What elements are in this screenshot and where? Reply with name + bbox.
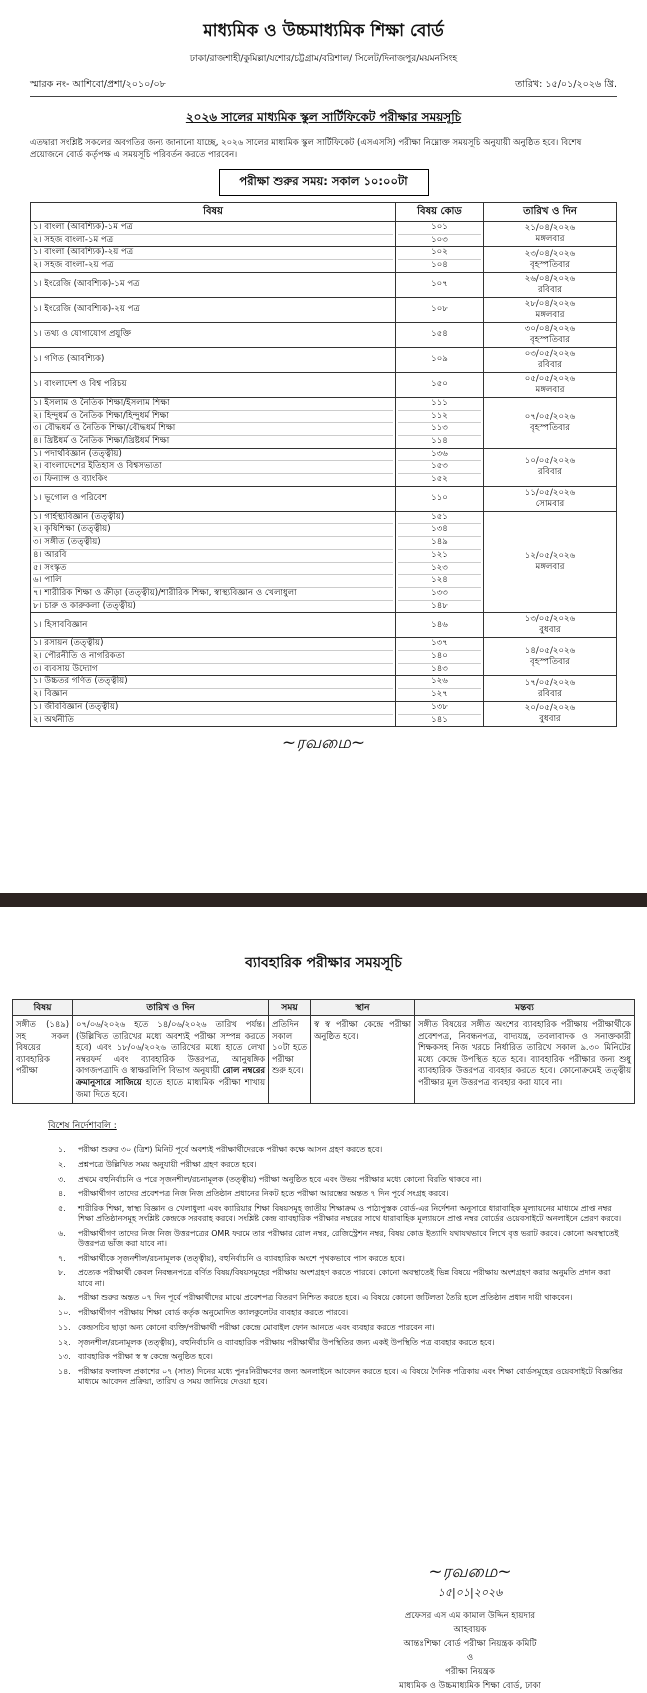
- table-header-row: [31, 203, 617, 222]
- board-cities: ঢাকা/রাজশাহী/কুমিল্লা/যশোর/চট্টগ্রাম/বরিশাল/ সিলেট/দিনাজপুর/ময়মনসিংহ: [189, 54, 458, 64]
- exam-date: ২০/০৫/২০২৬: [524, 703, 576, 714]
- subject-code: ১১০: [431, 492, 448, 503]
- table-row: [13, 1016, 635, 1104]
- special-instructions-heading: বিশেষ নির্দেশাবলি :: [48, 1121, 117, 1132]
- subject-name: ৩। বৌদ্ধধর্ম ও নৈতিক শিক্ষা/বৌদ্ধধর্ম শিক্ষা: [33, 422, 393, 435]
- date-cell: [484, 486, 617, 511]
- instruction-text: প্রত্যেক পরীক্ষার্থী কেবল নিবন্ধনপত্রে বর্ণিত বিষয়/বিষয়সমূহের পরীক্ষায় অংশগ্রহণ করতে পারবে। কোনো অবস্থাতেই ভিন্ন বিষয়ে পরীক্ষায় অংশগ্রহণ করার অনুমতি প্রদান করা যাবে না।: [78, 1268, 611, 1288]
- schedule-body: [31, 222, 617, 727]
- subject-cell: [31, 247, 396, 272]
- exam-day: বুধবার: [539, 714, 561, 725]
- subject-code: ১০৭: [431, 278, 448, 289]
- subject-code: ১০৪: [398, 259, 481, 272]
- subject-code: ১২১: [398, 549, 481, 562]
- signatory-name: প্রফেসর এস এম কামাল উদ্দিন হায়দার: [404, 1611, 536, 1621]
- subject-name: ১। জীববিজ্ঞান (তত্ত্বীয়): [33, 701, 119, 712]
- instruction-text: প্রশ্নপত্রে উল্লিখিত সময় অনুযায়ী পরীক্ষা গ্রহণ করতে হবে।: [78, 1159, 257, 1169]
- date-cell: [484, 613, 617, 638]
- subject-code: ১২৪: [398, 574, 481, 587]
- column-header-remarks: মন্তব্য: [415, 1000, 635, 1016]
- subject-name: ২। অর্থনীতি: [33, 714, 393, 727]
- exam-date: ২১/০৪/২০২৬: [524, 223, 576, 234]
- signatory-conjunction: ও: [466, 1653, 474, 1663]
- instruction-number: ১.: [58, 1145, 66, 1155]
- subject-name: ১। ইংরেজি (আবশ্যিক)-২য় পত্র: [33, 303, 140, 314]
- subject-cell: [31, 347, 396, 372]
- subject-name: ১। রসায়ন (তত্ত্বীয়): [33, 638, 104, 649]
- subject-code: ১২৭: [398, 688, 481, 701]
- subject-code: ১১১: [431, 397, 448, 408]
- exam-day: বৃহস্পতিবার: [529, 656, 571, 667]
- table-row: [31, 613, 617, 638]
- subject-name: ২। বিজ্ঞান: [33, 688, 393, 701]
- subject-name: ৩। ব্যবসায় উদ্যোগ: [33, 663, 393, 676]
- column-header-place: স্থান: [311, 1000, 415, 1016]
- code-cell: [396, 638, 484, 676]
- table-row: [31, 247, 617, 272]
- subject-code: ১১২: [398, 410, 481, 423]
- subject-code: ১১৪: [398, 435, 481, 448]
- exam-date: ১২/০৫/২০২৬: [524, 551, 576, 562]
- column-header-date: তারিখ ও দিন: [73, 1000, 269, 1016]
- subject-cell: [31, 701, 396, 726]
- exam-date: ৩০/০৪/২০২৬: [524, 323, 576, 334]
- signatory-role: আহবায়ক: [453, 1625, 487, 1635]
- date-cell: [484, 638, 617, 676]
- subject-name: ২। সহজ বাংলা-২য় পত্র: [33, 259, 393, 272]
- instruction-item: [58, 1189, 627, 1199]
- column-header-subject: বিষয়: [13, 1000, 73, 1016]
- signatory-title: পরীক্ষা নিয়ন্ত্রক: [445, 1667, 495, 1677]
- instruction-number: ৮.: [58, 1268, 66, 1278]
- subject-name: ১। উচ্চতর গণিত (তত্ত্বীয়): [33, 676, 128, 687]
- signature-block: [320, 1562, 620, 1693]
- instruction-text: প্রথমে বহুনির্বাচনি ও পরে সৃজনশীল/রচনামূলক (তত্ত্বীয়) পরীক্ষা অনুষ্ঠিত হবে এবং উভয় পরীক্ষার মধ্যে কোনো বিরতি থাকবে না।: [78, 1174, 482, 1184]
- practical-place-cell: স্ব স্ব পরীক্ষা কেন্দ্রে পরীক্ষা অনুষ্ঠিত হবে।: [311, 1016, 415, 1104]
- subject-code: ১২৩: [398, 562, 481, 575]
- subject-code: ১৩৩: [398, 587, 481, 600]
- date-cell: [484, 397, 617, 448]
- subject-cell: [31, 613, 396, 638]
- date-cell: [484, 372, 617, 397]
- subject-name: ২। হিন্দুধর্ম ও নৈতিক শিক্ষা/হিন্দুধর্ম শিক্ষা: [33, 410, 393, 423]
- code-cell: [396, 247, 484, 272]
- subject-code: ১৪৩: [398, 663, 481, 676]
- exam-day: রবিবার: [538, 467, 562, 478]
- intro-paragraph: এতদ্বারা সংশ্লিষ্ট সকলের অবগতির জন্য জানানো যাচ্ছে, ২০২৬ সালের মাধ্যমিক স্কুল সার্টিফিকেট (এসএসসি) পরীক্ষা নিম্নোক্ত সময়সূচি অনুযায়ী অনুষ্ঠিত হবে। বিশেষ প্রয়োজনে বোর্ড কর্তৃপক্ষ এ সময়সূচি পরিবর্তন করতে পারবেন।: [30, 138, 582, 160]
- instruction-number: ১০.: [58, 1308, 71, 1318]
- practical-remarks-cell: সঙ্গীত বিষয়ের সঙ্গীত অংশের ব্যাবহারিক পরীক্ষায় পরীক্ষার্থীকে প্রবেশপত্র, নিবন্ধনপত্র, বাদ্যযন্ত্র, তবলাবাদক ও সনাক্তকারী শিক্ষকসহ নিজ খরচে নির্ধারিত তারিখে সকাল ৯.৩০ মিনিটের মধ্যে কেন্দ্রে উপস্থিত হতে হবে। ব্যাবহারিক পরীক্ষার জন্য শুধু ব্যাবহারিক উত্তরপত্র ব্যবহার করতে হবে। কোনোক্রমেই তত্ত্বীয় পরীক্ষার মূল উত্তরপত্র ব্যবহার করা যাবে না।: [415, 1016, 635, 1104]
- signatory-committee: আন্তঃশিক্ষা বোর্ড পরীক্ষা নিয়ন্ত্রক কমিটি: [403, 1639, 537, 1649]
- exam-date: ১১/০৫/২০২৬: [524, 487, 576, 498]
- instruction-number: ৯.: [58, 1293, 66, 1303]
- subject-name: ৩। ফিন্যান্স ও ব্যাংকিং: [33, 473, 393, 486]
- subject-code: ১৪৯: [398, 536, 481, 549]
- instruction-number: ১৪.: [58, 1366, 71, 1376]
- instruction-number: ২.: [58, 1159, 66, 1169]
- date-cell: [484, 247, 617, 272]
- roll-order-emphasis: রোল নম্বরের ক্রমানুসারে সাজিয়ে: [76, 1065, 265, 1087]
- subject-name: ৪। আরবি: [33, 549, 393, 562]
- exam-day: বুধবার: [539, 625, 561, 636]
- instruction-text: পরীক্ষা শুরুর অন্তত ০৭ দিন পূর্বে পরীক্ষার্থীদের মাঝে প্রবেশপত্র বিতরণ নিশ্চিত করতে হবে। এ বিষয়ে কোনো জটিলতা তৈরি হলে প্রতিষ্ঠান প্রধান দায়ী থাকবেন।: [78, 1293, 573, 1303]
- exam-date: ২৮/০৪/২০২৬: [524, 298, 576, 309]
- code-cell: [396, 486, 484, 511]
- table-row: [31, 638, 617, 676]
- subject-name: ১। গার্হস্থ্যবিজ্ঞান (তত্ত্বীয়): [33, 511, 125, 522]
- table-row: [31, 222, 617, 247]
- subject-name: ১। পদার্থবিজ্ঞান (তত্ত্বীয়): [33, 448, 122, 459]
- memo-number: স্মারক নং- আশিবো/প্রশা/২০১০/০৮: [30, 79, 166, 90]
- subject-code: ১৩৪: [398, 523, 481, 536]
- subject-code: ১৫০: [431, 378, 448, 389]
- instruction-text: কেন্দ্রসচিব ছাড়া অন্য কোনো ব্যক্তি/পরীক্ষার্থী পরীক্ষা কেন্দ্রে মোবাইল ফোন আনতে এবং ব্যবহার করতে পারবেন না।: [78, 1322, 435, 1332]
- subject-cell: [31, 297, 396, 322]
- subject-code: ১০৮: [431, 303, 448, 314]
- instruction-item: [58, 1160, 627, 1170]
- subject-name: ১। গণিত (আবশ্যিক): [33, 353, 105, 364]
- subject-code: ১০১: [431, 222, 448, 232]
- exam-day: বৃহস্পতিবার: [529, 334, 571, 345]
- code-cell: [396, 347, 484, 372]
- exam-date: ০৫/০৫/২০২৬: [524, 373, 576, 384]
- instruction-text: পরীক্ষার্থীগণ পরীক্ষায় শিক্ষা বোর্ড কর্তৃক অনুমোদিত ক্যালকুলেটর ব্যবহার করতে পারবে।: [78, 1308, 349, 1318]
- practical-page: [0, 907, 647, 1691]
- subject-name: ৭। শারীরিক শিক্ষা ও ক্রীড়া (তত্ত্বীয়)/শারীরিক শিক্ষা, স্বাস্থ্যবিজ্ঞান ও খেলাধুলা: [33, 587, 393, 600]
- subject-cell: [31, 448, 396, 486]
- table-header-row: [13, 1000, 635, 1016]
- table-row: [31, 701, 617, 726]
- table-row: [31, 676, 617, 701]
- code-cell: [396, 222, 484, 247]
- subject-name: ৮। চারু ও কারুকলা (তত্ত্বীয়): [33, 600, 393, 613]
- instruction-number: ৩.: [58, 1174, 66, 1184]
- column-header-time: সময়: [269, 1000, 311, 1016]
- code-cell: [396, 372, 484, 397]
- code-cell: [396, 322, 484, 347]
- exam-day: রবিবার: [538, 284, 562, 295]
- table-row: [31, 511, 617, 613]
- practical-subject-cell: সঙ্গীত (১৪৯) সহ সকল বিষয়ের ব্যাবহারিক পরীক্ষা: [13, 1016, 73, 1104]
- board-name: মাধ্যমিক ও উচ্চমাধ্যমিক শিক্ষা বোর্ড: [203, 21, 444, 41]
- column-header-code: বিষয় কোড: [396, 203, 484, 222]
- header-divider: [30, 96, 617, 97]
- instruction-text: শারীরিক শিক্ষা, স্বাস্থ্য বিজ্ঞান ও খেলাধুলা এবং ক্যারিয়ার শিক্ষা বিষয়সমূহ জাতীয় শিক্ষাক্রম ও পাঠ্যপুস্তক বোর্ড-এর নির্দেশনা অনুসারে ধারাবাহিক মূল্যায়নের মাধ্যমে প্রাপ্ত নম্বর শিক্ষা প্রতিষ্ঠানসমূহ সংশ্লিষ্ট কেন্দ্রকে সরবরাহ করবে। সংশ্লিষ্ট কেন্দ্র ব্যাবহারিক পরীক্ষার নম্বরের সাথে ধারাবাহিক মূল্যায়নে প্রাপ্ত নম্বর বোর্ডের ওয়েবসাইটে অনলাইনে প্রেরণ করবে।: [78, 1203, 622, 1224]
- subject-name: ২। কৃষিশিক্ষা (তত্ত্বীয়): [33, 523, 393, 536]
- subject-code: ১৫৪: [431, 328, 448, 339]
- table-row: [31, 322, 617, 347]
- subject-name: ১। হিসাববিজ্ঞান: [33, 619, 88, 630]
- date-cell: [484, 297, 617, 322]
- subject-name: ২। বাংলাদেশের ইতিহাস ও বিশ্বসভ্যতা: [33, 460, 393, 473]
- instruction-text: পরীক্ষার্থীকে সৃজনশীল/রচনামূলক (তত্ত্বীয়), বহুনির্বাচনি ও ব্যাবহারিক অংশে পৃথকভাবে পাস করতে হবে।: [78, 1253, 405, 1263]
- date-cell: [484, 511, 617, 613]
- exam-day: বৃহস্পতিবার: [529, 422, 571, 433]
- signatory-organization: মাধ্যমিক ও উচ্চমাধ্যমিক শিক্ষা বোর্ড, ঢাকা: [399, 1681, 541, 1691]
- code-cell: [396, 297, 484, 322]
- subject-cell: [31, 638, 396, 676]
- subject-code: ১৫২: [398, 473, 481, 486]
- subject-code: ১৪১: [398, 714, 481, 727]
- subject-code: ১৩৮: [431, 701, 448, 712]
- instruction-text: পরীক্ষার্থীগণ তাদের নিজ নিজ উত্তরপত্রের OMR ফরমে তার পরীক্ষার রোল নম্বর, রেজিস্ট্রেশন নম্বর, বিষয় কোড ইত্যাদি যথাযথভাবে লিখে বৃত্ত ভরাট করবে। কোনো অবস্থাতেই উত্তরপত্র ভাঁজ করা যাবে না।: [78, 1228, 619, 1249]
- instruction-item: [58, 1293, 627, 1303]
- memo-date: তারিখ: ১৫/০১/২০২৬ খ্রি.: [515, 79, 617, 90]
- exam-date: ২৩/০৪/২০২৬: [524, 248, 576, 259]
- practical-schedule-table: [12, 999, 635, 1104]
- instruction-item: [58, 1229, 627, 1249]
- schedule-title: ২০২৬ সালের মাধ্যমিক স্কুল সার্টিফিকেট পরীক্ষার সময়সূচি: [185, 110, 462, 124]
- exam-date: ০৭/০৫/২০২৬: [524, 411, 576, 422]
- practical-title: ব্যাবহারিক পরীক্ষার সময়সূচি: [245, 955, 402, 971]
- subject-name: ১। তথ্য ও যোগাযোগ প্রযুক্তি: [33, 328, 132, 339]
- exam-day: রবিবার: [538, 688, 562, 699]
- subject-cell: [31, 486, 396, 511]
- exam-day: বৃহস্পতিবার: [529, 259, 571, 270]
- instruction-item: [58, 1367, 627, 1387]
- subject-name: ১। ভূগোল ও পরিবেশ: [33, 492, 107, 503]
- code-cell: [396, 701, 484, 726]
- exam-day: মঙ্গলবার: [535, 384, 565, 395]
- code-cell: [396, 397, 484, 448]
- instruction-number: ১১.: [58, 1322, 71, 1332]
- exam-schedule-table: [30, 202, 617, 727]
- subject-name: ৪। খ্রিষ্টধর্ম ও নৈতিক শিক্ষা/খ্রিষ্টধর্ম শিক্ষা: [33, 435, 393, 448]
- subject-code: ১৩৭: [431, 638, 448, 649]
- subject-name: ৫। সংস্কৃত: [33, 562, 393, 575]
- code-cell: [396, 448, 484, 486]
- exam-day: রবিবার: [538, 359, 562, 370]
- exam-date: ১৪/০৫/২০২৬: [524, 645, 576, 656]
- table-row: [31, 347, 617, 372]
- instruction-number: ১৩.: [58, 1352, 71, 1362]
- date-cell: [484, 701, 617, 726]
- subject-name: ১। ইসলাম ও নৈতিক শিক্ষা/ইসলাম শিক্ষা: [33, 397, 170, 408]
- table-row: [31, 486, 617, 511]
- subject-cell: [31, 397, 396, 448]
- subject-name: ১। বাংলা (আবশ্যিক)-২য় পত্র: [33, 247, 134, 258]
- subject-code: ১৪০: [398, 650, 481, 663]
- practical-date-cell: ০৭/০৬/২০২৬ হতে ১৪/০৬/২০২৬ তারিখ পর্যন্ত। (উল্লিখিত তারিখের মধ্যে অবশ্যই পরীক্ষা সম্পন্ন করতে হবে) এবং ১৮/০৬/২০২৬ তারিখের মধ্যে হাতে লেখা নম্বরফর্দ এবং ব্যাবহারিক উত্তরপত্র, আনুষঙ্গিক কাগজপত্রাদি ও স্বাক্ষরলিপি বিভাগ অনুযায়ী রোল নম্বরের ক্রমানুসারে সাজিয়ে হাতে হাতে মাধ্যমিক পরীক্ষা শাখায় জমা দিতে হবে।: [73, 1016, 269, 1104]
- subject-code: ১৩৬: [431, 448, 448, 459]
- subject-code: ১০৯: [431, 353, 448, 364]
- exam-date: ১৭/০৫/২০২৬: [524, 677, 576, 688]
- subject-code: ১০৩: [398, 234, 481, 247]
- subject-name: ১। ইংরেজি (আবশ্যিক)-১ম পত্র: [33, 278, 140, 289]
- subject-code: ১০২: [431, 247, 448, 258]
- exam-day: মঙ্গলবার: [535, 562, 565, 573]
- column-header-subject: বিষয়: [31, 203, 396, 222]
- instruction-item: [58, 1323, 627, 1333]
- subject-cell: [31, 372, 396, 397]
- exam-day: মঙ্গলবার: [535, 309, 565, 320]
- instruction-item: [58, 1338, 627, 1348]
- subject-cell: [31, 222, 396, 247]
- memo-line: [30, 78, 617, 93]
- subject-name: ২। পৌরনীতি ও নাগরিকতা: [33, 650, 393, 663]
- table-row: [31, 448, 617, 486]
- subject-name: ৩। সঙ্গীত (তত্ত্বীয়): [33, 536, 393, 549]
- subject-cell: [31, 272, 396, 297]
- table-row: [31, 272, 617, 297]
- instruction-item: [58, 1175, 627, 1185]
- start-time-box: পরীক্ষা শুরুর সময়: সকাল ১০:০০টা: [219, 169, 429, 196]
- column-header-date: তারিখ ও দিন: [484, 203, 617, 222]
- exam-day: সোমবার: [535, 498, 565, 509]
- subject-code: ১৪৮: [398, 600, 481, 613]
- instruction-number: ৪.: [58, 1189, 66, 1199]
- subject-code: ১৫৩: [398, 460, 481, 473]
- signature-date: ১৫|০১|২০২৬: [437, 1586, 503, 1599]
- date-cell: [484, 448, 617, 486]
- subject-name: ২। সহজ বাংলা-১ম পত্র: [33, 234, 393, 247]
- instruction-number: ৬.: [58, 1228, 66, 1238]
- exam-date: ২৬/০৪/২০২৬: [524, 273, 576, 284]
- page-separator-band: [0, 893, 647, 907]
- subject-code: ১১৩: [398, 422, 481, 435]
- practical-time-cell: প্রতিদিন সকাল ১০টা হতে পরীক্ষা শুরু হবে।: [269, 1016, 311, 1104]
- subject-cell: [31, 511, 396, 613]
- subject-name: ১। বাংলা (আবশ্যিক)-১ম পত্র: [33, 222, 133, 232]
- instruction-text: পরীক্ষার ফলাফল প্রকাশের ০৭ (সাত) দিনের মধ্যে পুনঃনিরীক্ষণের জন্য অনলাইনে আবেদন করতে হবে। এ বিষয়ে দৈনিক পত্রিকায় এবং শিক্ষা বোর্ডসমূহের ওয়েবসাইটে বিজ্ঞপ্তির মাধ্যমে আবেদন প্রক্রিয়া, তারিখ ও সময় জানিয়ে দেওয়া হবে।: [78, 1366, 623, 1387]
- exam-date: ১০/০৫/২০২৬: [524, 456, 576, 467]
- table-row: [31, 397, 617, 448]
- table-row: [31, 297, 617, 322]
- exam-date: ১৩/০৫/২০২৬: [524, 614, 576, 625]
- special-instructions-list: [58, 1145, 635, 1387]
- exam-date: ০৩/০৫/২০২৬: [524, 348, 576, 359]
- subject-code: ১৫১: [431, 511, 448, 522]
- instruction-item: [58, 1308, 627, 1318]
- instruction-item: [58, 1352, 627, 1362]
- instruction-number: ৭.: [58, 1253, 66, 1263]
- subject-name: ১। বাংলাদেশ ও বিশ্ব পরিচয়: [33, 378, 127, 389]
- subject-name: ৬। পালি: [33, 574, 393, 587]
- instruction-item: [58, 1254, 627, 1264]
- table-row: [31, 372, 617, 397]
- instruction-item: [58, 1268, 627, 1288]
- code-cell: [396, 676, 484, 701]
- signature-scrawl: ~ரவமை~: [281, 733, 366, 754]
- signature-scrawl: ~ரவமை~: [428, 1562, 512, 1582]
- code-cell: [396, 511, 484, 613]
- date-cell: [484, 272, 617, 297]
- subject-code: ১২৬: [431, 676, 448, 687]
- exam-day: মঙ্গলবার: [535, 234, 565, 245]
- instruction-text: ব্যাবহারিক পরীক্ষা স্ব স্ব কেন্দ্রে অনুষ্ঠিত হবে।: [78, 1352, 213, 1362]
- date-cell: [484, 222, 617, 247]
- instruction-text: সৃজনশীল/রচনামূলক (তত্ত্বীয়), বহুনির্বাচনি ও ব্যাবহারিক পরীক্ষায় পরীক্ষার্থীর উপস্থিতির জন্য একই উপস্থিতি পত্র ব্যবহার করতে হবে।: [78, 1337, 495, 1347]
- instruction-number: ৫.: [58, 1203, 66, 1213]
- subject-cell: [31, 322, 396, 347]
- code-cell: [396, 613, 484, 638]
- instruction-text: পরীক্ষা শুরুর ৩০ (ত্রিশ) মিনিট পূর্বে অবশ্যই পরীক্ষার্থীদেরকে পরীক্ষা কক্ষে আসন গ্রহণ করতে হবে।: [78, 1145, 383, 1155]
- instruction-text: পরীক্ষার্থীগণ তাদের প্রবেশপত্র নিজ নিজ প্রতিষ্ঠান প্রধানের নিকট হতে পরীক্ষা আরম্ভের অন্তত ৭ দিন পূর্বে সংগ্রহ করবে।: [78, 1189, 449, 1199]
- code-cell: [396, 272, 484, 297]
- date-cell: [484, 676, 617, 701]
- instruction-item: [58, 1145, 627, 1155]
- subject-code: ১৪৬: [431, 619, 448, 630]
- date-cell: [484, 322, 617, 347]
- date-cell: [484, 347, 617, 372]
- instruction-item: [58, 1204, 627, 1224]
- subject-cell: [31, 676, 396, 701]
- instruction-number: ১২.: [58, 1337, 71, 1347]
